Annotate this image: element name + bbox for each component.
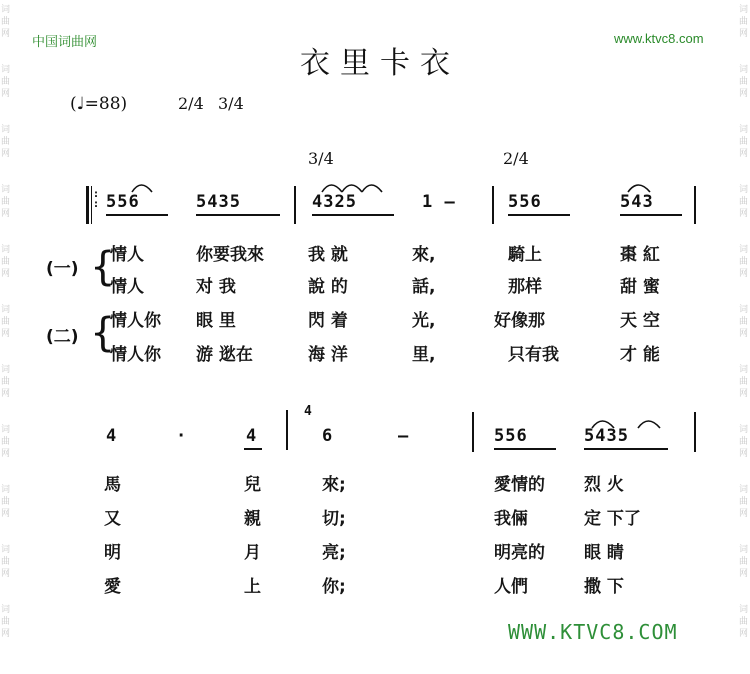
watermark-char: 词 — [1, 365, 11, 375]
lyric-word: 好像那 — [494, 311, 545, 331]
watermark-char: 词 — [739, 425, 749, 435]
watermark-char: 词 — [739, 185, 749, 195]
watermark-char: 词 — [739, 305, 749, 315]
watermark-char: 曲 — [1, 197, 11, 207]
watermark-char: 词 — [1, 605, 11, 615]
verse-bracket: { — [90, 310, 116, 356]
watermark-char: 词 — [1, 65, 11, 75]
watermark-char: 词 — [739, 125, 749, 135]
lyric-word: 烈 火 — [584, 475, 624, 495]
notes-measure-2a: 4325 — [312, 192, 357, 212]
lyric-word: 切; — [322, 509, 346, 529]
lyric-word: 对 我 — [196, 277, 236, 297]
watermark-char: 曲 — [1, 17, 11, 27]
repeat-dots: : : — [94, 189, 98, 210]
watermark-char: 曲 — [1, 317, 11, 327]
watermark-char: 词 — [1, 425, 11, 435]
lyric-word: 情人 — [110, 245, 144, 265]
lyric-word: 撒 下 — [584, 577, 624, 597]
watermark-char: 词 — [1, 485, 11, 495]
note: 4 — [106, 426, 118, 446]
watermark-char: 词 — [1, 545, 11, 555]
watermark-char: 网 — [739, 89, 749, 99]
verse-label-1: (一) — [46, 259, 79, 279]
watermark-char: 曲 — [1, 377, 11, 387]
lyric-word: 又 — [104, 509, 121, 529]
watermark-char: 曲 — [739, 557, 749, 567]
watermark-char: 网 — [1, 509, 11, 519]
watermark-char: 网 — [739, 29, 749, 39]
notes-group: 5435 — [584, 426, 629, 446]
beam-underline — [494, 448, 556, 450]
footer-site-url[interactable]: WWW.KTVC8.COM — [508, 620, 678, 644]
watermark-char: 网 — [1, 209, 11, 219]
lyric-word: 定 下了 — [584, 509, 641, 529]
watermark-char: 网 — [739, 629, 749, 639]
lyric-word: 騎上 — [508, 245, 542, 265]
watermark-char: 词 — [739, 545, 749, 555]
lyric-word: 明 — [104, 543, 121, 563]
lyric-word: 兒 — [244, 475, 261, 495]
watermark-char: 词 — [1, 185, 11, 195]
lyric-word: 你; — [322, 577, 346, 597]
watermark-char: 曲 — [1, 497, 11, 507]
note: 4 — [246, 426, 258, 446]
time-signature-first: 2/4 — [178, 94, 204, 113]
watermark-char: 网 — [739, 449, 749, 459]
watermark-char: 词 — [739, 605, 749, 615]
lyric-word: 月 — [244, 543, 261, 563]
dot-duration: · — [176, 426, 188, 446]
barline — [286, 410, 288, 450]
lyric-word: 你要我來 — [196, 245, 264, 265]
watermark-char: 网 — [1, 389, 11, 399]
watermark-char: 网 — [739, 269, 749, 279]
lyric-word: 我 就 — [308, 245, 348, 265]
watermark-char: 曲 — [1, 617, 11, 627]
dash-hold: — — [398, 426, 410, 446]
watermark-char: 网 — [1, 269, 11, 279]
time-signature-change: 2/4 — [503, 149, 529, 168]
lyric-word: 親 — [244, 509, 261, 529]
notes-group: 556 — [494, 426, 528, 446]
lyric-word: 明亮的 — [494, 543, 545, 563]
lyric-word: 里, — [412, 345, 436, 365]
notes-measure-1a: 556 — [106, 192, 140, 212]
lyric-word: 來; — [322, 475, 346, 495]
tempo-marking: (♩=88) — [70, 94, 128, 114]
lyric-word: 情人你 — [110, 345, 161, 365]
watermark-char: 曲 — [1, 257, 11, 267]
site-name-left[interactable]: 中国词曲网 — [32, 35, 98, 50]
watermark-char: 网 — [739, 149, 749, 159]
watermark-char: 曲 — [739, 317, 749, 327]
watermark-char: 词 — [739, 245, 749, 255]
watermark-char: 词 — [1, 125, 11, 135]
watermark-char: 网 — [739, 509, 749, 519]
lyric-word: 愛情的 — [494, 475, 545, 495]
notes-measure-1b: 5435 — [196, 192, 241, 212]
lyric-word: 愛 — [104, 577, 121, 597]
beam-underline — [244, 448, 262, 450]
lyric-word: 說 的 — [308, 277, 348, 297]
watermark-char: 曲 — [739, 437, 749, 447]
watermark-char: 曲 — [739, 137, 749, 147]
barline — [694, 412, 696, 452]
watermark-char: 网 — [739, 209, 749, 219]
watermark-char: 词 — [1, 5, 11, 15]
lyric-word: 亮; — [322, 543, 346, 563]
watermark-char: 曲 — [1, 77, 11, 87]
note: 6 — [322, 426, 334, 446]
notes-measure-3b: 543 — [620, 192, 654, 212]
watermark-char: 曲 — [739, 257, 749, 267]
watermark-char: 曲 — [1, 437, 11, 447]
beam-underline — [584, 448, 668, 450]
lyric-word: 只有我 — [508, 345, 559, 365]
lyric-word: 游 逖在 — [196, 345, 253, 365]
watermark-char: 网 — [1, 329, 11, 339]
lyric-word: 話, — [412, 277, 436, 297]
lyric-word: 眼 睛 — [584, 543, 624, 563]
watermark-char: 网 — [1, 449, 11, 459]
notes-measure-2b: 1 — — [422, 192, 456, 212]
notes-measure-3a: 556 — [508, 192, 542, 212]
lyric-word: 情人 — [110, 277, 144, 297]
lyric-word: 才 能 — [620, 345, 660, 365]
song-title: 衣里卡衣 — [300, 46, 460, 81]
watermark-char: 曲 — [739, 377, 749, 387]
lyric-word: 眼 里 — [196, 311, 236, 331]
lyric-word: 馬 — [104, 475, 121, 495]
watermark-char: 网 — [1, 29, 11, 39]
watermark-char: 词 — [739, 365, 749, 375]
watermark-char: 网 — [1, 569, 11, 579]
watermark-char: 网 — [1, 89, 11, 99]
lyric-word: 我倆 — [494, 509, 528, 529]
watermark-char: 词 — [1, 305, 11, 315]
watermark-char: 词 — [1, 245, 11, 255]
watermark-char: 网 — [1, 149, 11, 159]
lyric-word: 人們 — [494, 577, 528, 597]
watermark-char: 曲 — [1, 137, 11, 147]
watermark-char: 曲 — [739, 197, 749, 207]
watermark-char: 网 — [739, 569, 749, 579]
site-url-right[interactable]: www.ktvc8.com — [614, 31, 704, 46]
barline — [472, 412, 474, 452]
lyric-word: 上 — [244, 577, 261, 597]
watermark-char: 网 — [739, 389, 749, 399]
watermark-char: 曲 — [1, 557, 11, 567]
watermark-char: 词 — [739, 485, 749, 495]
lyric-word: 那样 — [508, 277, 542, 297]
verse-bracket: { — [90, 244, 116, 290]
lyric-word: 天 空 — [620, 311, 660, 331]
lyric-word: 棗 紅 — [620, 245, 660, 265]
time-signature-second: 3/4 — [218, 94, 244, 113]
watermark-char: 曲 — [739, 77, 749, 87]
watermark-char: 词 — [739, 5, 749, 15]
lyric-word: 閃 着 — [308, 311, 348, 331]
verse-label-2: (二) — [46, 327, 79, 347]
watermark-char: 曲 — [739, 617, 749, 627]
time-signature-change: 4 — [304, 404, 313, 419]
lyric-word: 光, — [412, 311, 436, 331]
time-signature-change: 3/4 — [308, 149, 334, 168]
watermark-char: 网 — [1, 629, 11, 639]
lyric-word: 來, — [412, 245, 436, 265]
watermark-char: 曲 — [739, 497, 749, 507]
lyric-word: 海 洋 — [308, 345, 348, 365]
watermark-char: 曲 — [739, 17, 749, 27]
watermark-char: 词 — [739, 65, 749, 75]
watermark-char: 网 — [739, 329, 749, 339]
lyric-word: 甜 蜜 — [620, 277, 660, 297]
lyric-word: 情人你 — [110, 311, 161, 331]
